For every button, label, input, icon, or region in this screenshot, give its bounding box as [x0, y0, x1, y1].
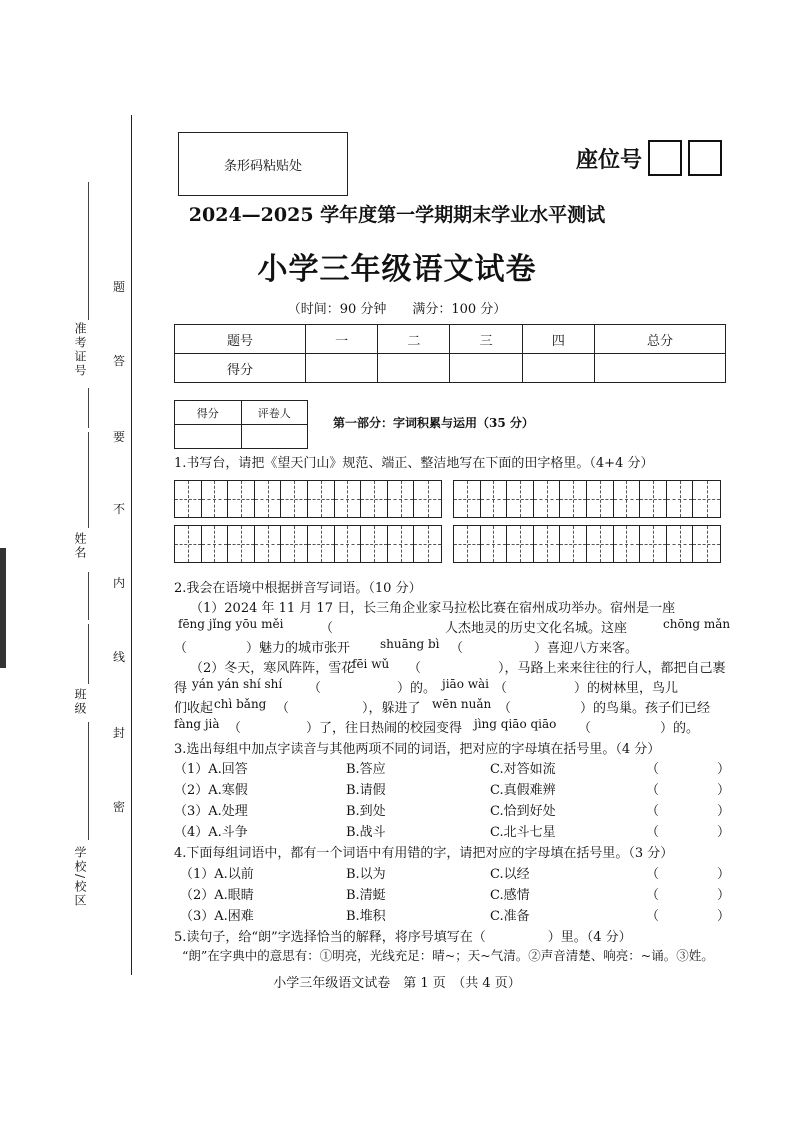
- q2-text: ），躲进了: [362, 701, 421, 716]
- option-c: C.真假难辨: [490, 783, 556, 798]
- q2-text: ），马路上来来往往的行人，都把自己裹: [498, 661, 726, 676]
- option-a: （2）A.眼睛: [180, 888, 254, 903]
- score-table: [174, 324, 726, 383]
- q2-text: ）魅力的城市张开: [246, 641, 351, 656]
- option-a: （1）A.回答: [174, 762, 248, 777]
- table-cell: 一: [305, 325, 377, 354]
- paren-open: （: [494, 681, 508, 696]
- option-b: B.以为: [346, 867, 386, 882]
- paren-open: （: [498, 701, 512, 716]
- seal-char: 要: [113, 430, 126, 444]
- exam-id-label: 准考证号: [73, 322, 87, 378]
- name-field-line2: [88, 572, 89, 620]
- answer-blank[interactable]: （ ）: [646, 783, 730, 798]
- pinyin: fēng jǐng yōu měi: [178, 617, 284, 631]
- score-cell[interactable]: [522, 354, 594, 383]
- q2-text: ）的树林里，鸟儿: [574, 681, 679, 696]
- table-row: [175, 325, 726, 354]
- writing-grid[interactable]: [453, 525, 721, 563]
- answer-blank[interactable]: （ ）: [646, 825, 730, 840]
- exam-title: 2024—2025 学年度第一学期期末学业水平测试: [188, 204, 606, 226]
- q2-text: ）的鸟巢。孩子们已经: [580, 701, 711, 716]
- option-c: C.以经: [490, 867, 530, 882]
- score-cell[interactable]: [378, 354, 450, 383]
- school-label: 学校/校区: [73, 846, 87, 909]
- pinyin: jiāo wài: [442, 677, 490, 691]
- seat-number: [576, 140, 722, 176]
- paren-open: （: [174, 641, 188, 656]
- pinyin: shuāng bì: [380, 637, 440, 651]
- pinyin: yán yán shí shí: [192, 677, 283, 691]
- paren-open: （: [408, 661, 422, 676]
- option-c: C.准备: [490, 909, 530, 924]
- grader-table: [174, 400, 308, 449]
- question-3: 3.选出每组中加点字读音与其他两项不同的词语，把对应的字母填在括号里。（4 分）: [174, 742, 661, 757]
- question-4: 4.下面每组词语中，都有一个词语中有用错的字，请把对应的字母填在括号里。（3 分）: [174, 846, 674, 861]
- name-label: 姓名: [73, 532, 87, 560]
- page-footer: 小学三年级语文试卷 第 1 页 （共 4 页）: [273, 976, 521, 991]
- table-row: [175, 425, 308, 449]
- exam-id-field-line2: [88, 388, 89, 428]
- barcode-label: 条形码粘贴处: [223, 158, 302, 174]
- scan-edge-mark: [0, 548, 6, 668]
- q2-text: （1）2024 年 11 月 17 日，长三角企业家马拉松比赛在宿州成功举办。宿州是一座: [190, 601, 676, 616]
- option-a: （3）A.处理: [174, 804, 248, 819]
- barcode-area: [178, 132, 348, 196]
- q2-text: 人杰地灵的历史文化名城。这座: [445, 621, 628, 636]
- pinyin: chì bǎng: [214, 697, 267, 711]
- option-c: C.北斗七星: [490, 825, 556, 840]
- writing-grid[interactable]: [174, 480, 442, 518]
- question-1: 1.书写台，请把《望天门山》规范、端正、整洁地写在下面的田字格里。（4+4 分）: [174, 456, 654, 471]
- answer-blank[interactable]: （ ）: [646, 888, 730, 903]
- score-cell[interactable]: [450, 354, 522, 383]
- pinyin: fēi wǔ: [352, 657, 390, 671]
- option-b: B.答应: [346, 762, 386, 777]
- paren-open: （: [276, 701, 290, 716]
- table-cell: 四: [522, 325, 594, 354]
- paren-open: （: [450, 641, 464, 656]
- seal-char: 内: [113, 576, 126, 590]
- q5-definition: “朗”在字典中的意思有：①明亮，光线充足：晴~；天~气清。②声音清楚、响亮：~诵。③姓。: [182, 948, 714, 963]
- pinyin: fàng jià: [174, 717, 220, 731]
- class-label: 班级: [73, 688, 87, 716]
- score-cell[interactable]: [305, 354, 377, 383]
- seat-label: 座位号: [576, 146, 643, 173]
- answer-blank[interactable]: （ ）: [646, 909, 730, 924]
- paren-open: （: [578, 721, 592, 736]
- q2-text: 得: [174, 681, 188, 696]
- seal-char: 题: [113, 280, 126, 294]
- option-a: （2）A.寒假: [174, 783, 248, 798]
- option-a: （1）A.以前: [180, 867, 254, 882]
- question-2: 2.我会在语境中根据拼音写词语。（10 分）: [174, 581, 422, 596]
- option-b: B.战斗: [346, 825, 386, 840]
- writing-grid[interactable]: [174, 525, 442, 563]
- answer-blank[interactable]: （ ）: [646, 762, 730, 777]
- seat-box[interactable]: [688, 140, 722, 176]
- paren-open: （: [308, 681, 322, 696]
- option-b: B.清蜓: [346, 888, 386, 903]
- score-cell[interactable]: [595, 354, 726, 383]
- seal-char: 不: [113, 502, 126, 516]
- class-field[interactable]: [88, 624, 89, 684]
- paren-open: （: [320, 621, 334, 636]
- table-cell: 题号: [175, 325, 306, 354]
- q2-text: ）的。: [397, 681, 437, 696]
- grader-cell[interactable]: [241, 425, 308, 449]
- seal-char: 线: [113, 650, 126, 664]
- table-cell: 二: [378, 325, 450, 354]
- q2-text: ）的。: [660, 721, 700, 736]
- score-cell[interactable]: [175, 425, 242, 449]
- option-b: B.堆积: [346, 909, 386, 924]
- pinyin: wēn nuǎn: [432, 697, 492, 711]
- writing-grid[interactable]: [453, 480, 721, 518]
- paren-open: （: [228, 721, 242, 736]
- seal-char: 封: [113, 726, 126, 740]
- q2-text: 们收起: [174, 701, 214, 716]
- table-cell: 总分: [595, 325, 726, 354]
- table-cell: 评卷人: [241, 401, 308, 425]
- table-cell: 得分: [175, 354, 306, 383]
- question-5: 5.读句子，给“朗”字选择恰当的解释，将序号填写在（ ）里。（4 分）: [174, 930, 632, 945]
- option-c: C.恰到好处: [490, 804, 556, 819]
- pinyin: jìng qiāo qiāo: [474, 717, 557, 731]
- table-row: [175, 401, 308, 425]
- class-field-line2: [88, 722, 89, 840]
- section-heading: 第一部分：字词积累与运用（35 分）: [333, 416, 534, 430]
- answer-blank[interactable]: （ ）: [646, 867, 730, 882]
- option-c: C.感情: [490, 888, 530, 903]
- seat-box[interactable]: [648, 140, 682, 176]
- seal-char: 密: [113, 800, 126, 814]
- table-cell: 得分: [175, 401, 242, 425]
- q2-text: ）了，往日热闹的校园变得: [306, 721, 463, 736]
- exam-subtitle: 小学三年级语文试卷: [257, 252, 537, 287]
- option-b: B.到处: [346, 804, 386, 819]
- option-b: B.请假: [346, 783, 386, 798]
- option-c: C.对答如流: [490, 762, 556, 777]
- name-field[interactable]: [88, 432, 89, 528]
- pinyin: chōng mǎn: [663, 617, 731, 631]
- table-cell: 三: [450, 325, 522, 354]
- seal-char: 答: [113, 354, 126, 368]
- option-a: （3）A.困难: [180, 909, 254, 924]
- q2-text: ）喜迎八方来客。: [534, 641, 639, 656]
- table-row: [175, 354, 726, 383]
- option-a: （4）A.斗争: [174, 825, 248, 840]
- exam-info: （时间：90 分钟 满分：100 分）: [287, 302, 507, 317]
- answer-blank[interactable]: （ ）: [646, 804, 730, 819]
- q2-text: （2）冬天，寒风阵阵，雪花: [190, 661, 355, 676]
